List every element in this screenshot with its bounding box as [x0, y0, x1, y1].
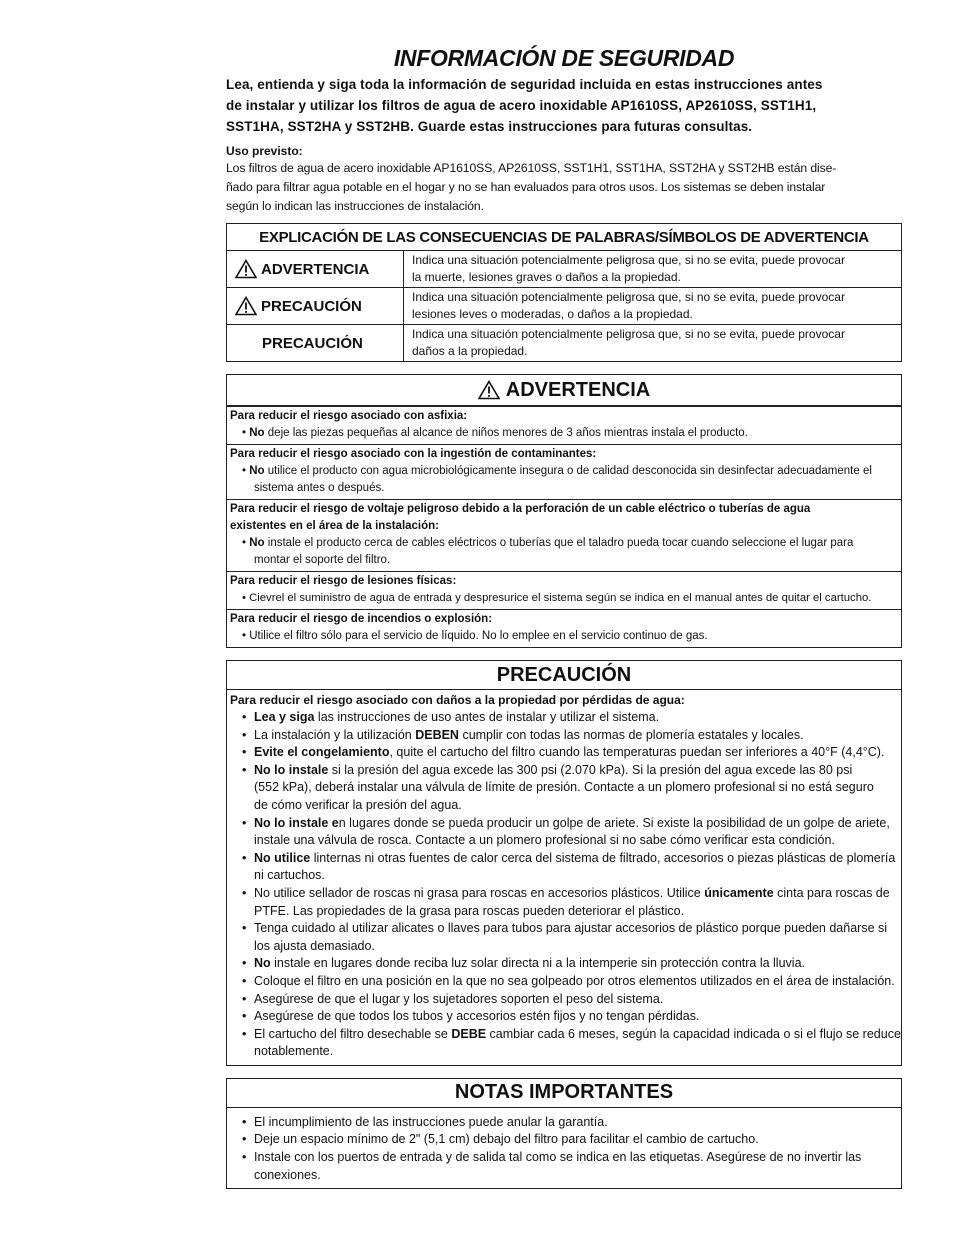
notes-heading-label: NOTAS IMPORTANTES — [454, 1081, 674, 1104]
safety-page — [226, 44, 902, 1189]
table-row — [227, 288, 902, 325]
caution-bullet-line: • Coloque el filtro en una posición en la que no sea golpeado por otros elementos utilizados en el área de instalación. — [242, 973, 895, 988]
caution-bullet-line: • Asegúrese de que el lugar y los sujetadores soporten el peso del sistema. — [242, 991, 664, 1006]
caution-bullet-line: • Asegúrese de que todos los tubos y accesorios estén fijos y no tengan pérdidas. — [242, 1009, 700, 1024]
caution-bullet-line: los ajusta demasiado. — [254, 938, 375, 953]
caution-list — [230, 709, 901, 1061]
table-row — [227, 251, 902, 288]
caution-heading-label: PRECAUCIÓN — [496, 663, 632, 686]
caution-bullet-line: PTFE. Las propiedades de la grasa para roscas pueden deteriorar el plástico. — [254, 903, 685, 918]
warning-triangle-icon — [478, 380, 500, 400]
caution-bullet-line: (552 kPa), deberá instalar una válvula de límite de presión. Contacte a un plomero profesional si no está seguro — [254, 780, 874, 795]
warning-section — [227, 499, 901, 571]
definition-line: la muerte, lesiones graves o daños a la propiedad. — [412, 270, 681, 284]
definition-cell — [404, 288, 902, 325]
intended-use-line: según lo indican las instrucciones de instalación. — [226, 199, 484, 213]
caution-bullet-line: de cómo verificar la presión del agua. — [254, 797, 462, 812]
warning-section-title-cont: existentes en el área de la instalación: — [230, 520, 440, 532]
notes-box-heading — [227, 1079, 901, 1108]
keyword-cell — [227, 325, 404, 362]
caution-bullet-line: • No utilice linternas ni otras fuentes de calor cerca del sistema de filtrado, accesorios o piezas plásticas de plomería — [242, 850, 896, 865]
caution-bullet-line: • El cartucho del filtro desechable se DEBE cambiar cada 6 meses, según la capacidad indicada o si el flujo se reduce — [242, 1026, 901, 1041]
notes-bullet: • El incumplimiento de las instrucciones puede anular la garantía. — [242, 1114, 608, 1129]
warning-bullet: • No utilice el producto con agua microbiológicamente insegura o de calidad desconocida sin desinfectar adecuadamente el sistema antes o después. — [242, 465, 872, 494]
definition-cell — [404, 251, 902, 288]
definition-line: Indica una situación potencialmente peligrosa que, si no se evita, puede provocar — [412, 327, 845, 341]
warning-section — [227, 609, 901, 647]
warning-box-heading — [227, 375, 901, 406]
caution-bullet-line: • No lo instale en lugares donde se pueda producir un golpe de ariete. Si existe la posibilidad de un golpe de ariete, — [242, 815, 890, 830]
intro-line: SST1HA, SST2HA y SST2HB. Guarde estas instrucciones para futuras consultas. — [226, 119, 753, 134]
caution-subtitle: Para reducir el riesgo asociado con daños a la propiedad por pérdidas de agua: — [230, 693, 685, 707]
notes-body — [227, 1108, 901, 1188]
keyword-label: PRECAUCIÓN — [262, 334, 363, 352]
caution-bullet-line: • Lea y siga las instrucciones de uso antes de instalar y utilizar el sistema. — [242, 710, 660, 724]
intended-use-text — [226, 159, 902, 216]
definition-cell — [404, 325, 902, 362]
warning-section — [227, 406, 901, 444]
notes-bullet: • Instale con los puertos de entrada y de salida tal como se indica en las etiquetas. Asegúrese de no invertir las conexiones. — [242, 1150, 862, 1182]
warning-section-title: Para reducir el riesgo de voltaje peligroso debido a la perforación de un cable eléctrico o tuberías de agua — [230, 503, 811, 515]
intro-line: Lea, entienda y siga toda la información de seguridad incluida en estas instrucciones antes — [226, 77, 823, 92]
keyword-label: ADVERTENCIA — [261, 260, 370, 278]
warning-section-title: Para reducir el riesgo asociado con asfixia: — [230, 410, 468, 422]
caution-bullet-line: ni cartuchos. — [254, 868, 325, 883]
caution-bullet-line: notablemente. — [254, 1044, 334, 1059]
definition-line: Indica una situación potencialmente peligrosa que, si no se evita, puede provocar — [412, 253, 845, 267]
definition-line: Indica una situación potencialmente peligrosa que, si no se evita, puede provocar — [412, 290, 845, 304]
caution-bullet-line: • No utilice sellador de roscas ni grasa para roscas en accesorios plásticos. Utilice únicamente cinta para roscas de — [242, 885, 890, 900]
signal-word-table — [226, 223, 902, 362]
table-row — [227, 325, 902, 362]
warning-bullet: • No instale el producto cerca de cables eléctricos o tuberías que el taladro pueda tocar cuando seleccione el lugar para montar el soporte del filtro. — [242, 537, 854, 566]
warning-heading-label: ADVERTENCIA — [505, 378, 651, 401]
warning-section-title: Para reducir el riesgo asociado con la ingestión de contaminantes: — [230, 448, 597, 460]
intro-line: de instalar y utilizar los filtros de agua de acero inoxidable AP1610SS, AP2610SS, SST1H1, — [226, 98, 817, 113]
keyword-label: PRECAUCIÓN — [261, 297, 362, 315]
warning-section-title: Para reducir el riesgo de lesiones físicas: — [230, 575, 457, 587]
page-title: INFORMACIÓN DE SEGURIDAD — [393, 45, 735, 71]
signal-word-table-header: EXPLICACIÓN DE LAS CONSECUENCIAS DE PALABRAS/SÍMBOLOS DE ADVERTENCIA — [227, 224, 902, 251]
warning-section — [227, 571, 901, 609]
warning-triangle-icon — [235, 259, 257, 279]
caution-bullet-line: • Tenga cuidado al utilizar alicates o llaves para tubos para ajustar accesorios de plástico porque pueden dañarse si — [242, 921, 888, 936]
warning-section — [227, 444, 901, 499]
keyword-cell — [227, 288, 404, 325]
caution-box — [226, 660, 902, 1066]
definition-line: lesiones leves o moderadas, o daños a la propiedad. — [412, 307, 693, 321]
warning-triangle-icon — [235, 296, 257, 316]
intended-use-line: Los filtros de agua de acero inoxidable AP1610SS, AP2610SS, SST1H1, SST1HA, SST2HA y SST2HB están dise- — [226, 161, 837, 175]
caution-bullet-line: • La instalación y la utilización DEBEN cumplir con todas las normas de plomería estatales y locales. — [242, 727, 804, 742]
keyword-cell — [227, 251, 404, 288]
caution-body — [227, 690, 901, 1065]
definition-line: daños a la propiedad. — [412, 344, 528, 358]
caution-bullet-line: instale una válvula de rosca. Contacte a un plomero profesional si no sabe cómo verificar esta condición. — [254, 833, 835, 848]
caution-bullet-line: • Evite el congelamiento, quite el cartucho del filtro cuando las temperaturas puedan ser inferiores a 40°F (4,4°C). — [242, 745, 885, 760]
caution-bullet-line: • No instale en lugares donde reciba luz solar directa ni a la intemperie sin protección contra la lluvia. — [242, 956, 805, 971]
warning-bullet: • Utilice el filtro sólo para el servicio de líquido. No lo emplee en el servicio continuo de gas. — [242, 630, 708, 642]
intended-use-label: Uso previsto: — [226, 144, 303, 158]
warning-bullet: • Cievrel el suministro de agua de entrada y despresurice el sistema según se indica en el manual antes de quitar el cartucho. — [242, 592, 872, 604]
notes-box — [226, 1078, 902, 1189]
warning-section-title: Para reducir el riesgo de incendios o explosión: — [230, 613, 493, 625]
notes-bullet: • Deje un espacio mínimo de 2" (5,1 cm) debajo del filtro para facilitar el cambio de cartucho. — [242, 1132, 759, 1147]
intro-paragraph — [226, 74, 902, 137]
intended-use-line: ñado para filtrar agua potable en el hogar y no se han evaluados para otros usos. Los sistemas se deben instalar — [226, 180, 826, 194]
warning-bullet: • No deje las piezas pequeñas al alcance de niños menores de 3 años mientras instala el producto. — [242, 427, 748, 439]
warning-box — [226, 374, 902, 648]
caution-box-heading — [227, 661, 901, 690]
caution-bullet-line: • No lo instale si la presión del agua excede las 300 psi (2.070 kPa). Si la presión del agua excede las 80 psi — [242, 762, 853, 777]
